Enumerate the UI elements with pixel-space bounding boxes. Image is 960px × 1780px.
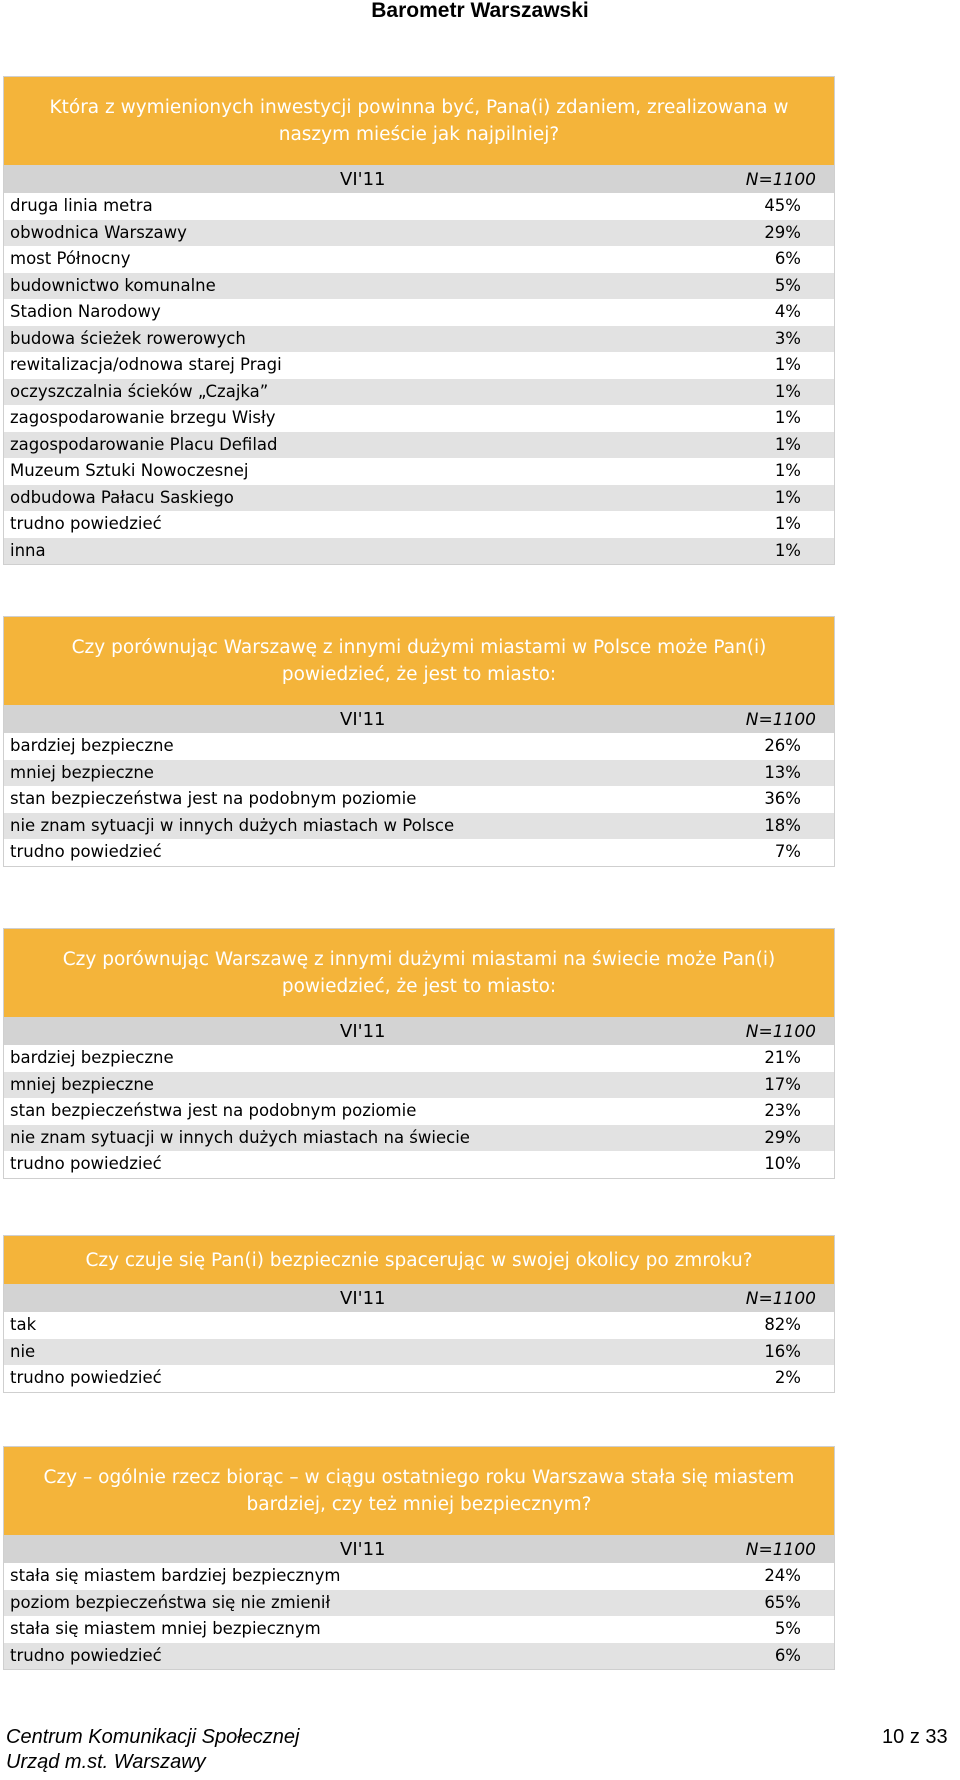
question-text: Czy porównując Warszawę z innymi dużymi miastami na świecie może Pan(i) powiedzieć, że jest to miasto: [4,929,834,1017]
answer-percent: 24% [764,1566,801,1585]
table-header [4,165,834,193]
answer-label: trudno powiedzieć [10,1645,162,1665]
page-title: Barometr Warszawski [371,0,589,22]
table-row [4,1151,834,1178]
survey-period: VI'11 [340,169,386,190]
answer-label: Stadion Narodowy [10,302,161,321]
answer-label: nie znam sytuacji w innych dużych miastach w Polsce [10,815,455,835]
footer-org-line1: Centrum Komunikacji Społecznej [6,1726,300,1748]
table-header [4,1535,834,1563]
table-row [4,405,834,432]
answer-percent: 18% [764,815,801,835]
answer-label: stała się miastem bardziej bezpiecznym [10,1566,341,1585]
answer-label: trudno powiedzieć [10,1154,162,1173]
answer-percent: 13% [764,762,801,782]
sample-size: N=1100 [745,1540,816,1560]
survey-table-safety-poland [3,616,835,867]
answer-list [4,733,834,866]
table-row [4,1339,834,1366]
table-row [4,1590,834,1617]
answer-list [4,1563,834,1669]
answer-label: poziom bezpieczeństwa się nie zmienił [10,1592,331,1612]
table-row [4,538,834,565]
answer-label: druga linia metra [10,196,153,215]
sample-size: N=1100 [745,1022,816,1042]
table-row [4,839,834,866]
table-row [4,1643,834,1670]
sample-size: N=1100 [745,710,816,730]
question-text: Czy czuje się Pan(i) bezpiecznie spacerując w swojej okolicy po zmroku? [4,1236,834,1284]
answer-percent: 29% [764,1127,801,1147]
table-row [4,760,834,787]
answer-label: budowa ścieżek rowerowych [10,328,246,348]
table-header [4,1017,834,1045]
table-row [4,1365,834,1392]
answer-label: rewitalizacja/odnowa starej Pragi [10,355,282,374]
answer-percent: 1% [774,514,801,533]
footer-org-line2: Urząd m.st. Warszawy [6,1751,206,1773]
question-text: Czy porównując Warszawę z innymi dużymi miastami w Polsce może Pan(i) powiedzieć, że jest to miasto: [4,617,834,705]
answer-percent: 17% [764,1074,801,1094]
table-row [4,1072,834,1099]
answer-percent: 36% [764,789,801,808]
footer-organization [6,1725,299,1775]
survey-period: VI'11 [340,1288,386,1309]
table-row [4,352,834,379]
answer-percent: 5% [774,1619,801,1638]
table-row [4,813,834,840]
answer-percent: 3% [774,328,801,348]
answer-percent: 1% [774,408,801,427]
answer-label: most Północny [10,249,131,268]
answer-percent: 6% [774,249,801,268]
answer-percent: 29% [764,222,801,242]
answer-label: trudno powiedzieć [10,1368,162,1387]
answer-label: bardziej bezpieczne [10,1048,174,1067]
question-text: Czy – ogólnie rzecz biorąc – w ciągu ostatniego roku Warszawa stała się miastem bardziej, czy też mniej bezpiecznym? [4,1447,834,1535]
page-total: 33 [925,1726,948,1748]
table-row [4,458,834,485]
table-row [4,246,834,273]
question-text: Która z wymienionych inwestycji powinna być, Pana(i) zdaniem, zrealizowana w naszym mieście jak najpilniej? [4,77,834,165]
answer-label: trudno powiedzieć [10,842,162,861]
table-row [4,485,834,512]
answer-label: nie znam sytuacji w innych dużych miastach na świecie [10,1127,470,1147]
answer-percent: 26% [764,736,801,755]
survey-period: VI'11 [340,1539,386,1560]
answer-percent: 2% [774,1368,801,1387]
answer-percent: 23% [764,1101,801,1120]
answer-percent: 1% [774,381,801,401]
table-row [4,220,834,247]
answer-label: oczyszczalnia ścieków „Czajka” [10,381,269,401]
answer-label: stan bezpieczeństwa jest na podobnym poziomie [10,1101,417,1120]
answer-percent: 45% [764,196,801,215]
answer-label: zagospodarowanie Placu Defilad [10,434,278,454]
table-row [4,273,834,300]
answer-label: stała się miastem mniej bezpiecznym [10,1619,321,1638]
survey-table-safety-trend [3,1446,835,1670]
table-header [4,705,834,733]
answer-list [4,1045,834,1178]
table-row [4,193,834,220]
table-row [4,1098,834,1125]
table-row [4,1045,834,1072]
answer-percent: 65% [764,1592,801,1612]
sample-size: N=1100 [745,170,816,190]
answer-label: tak [10,1315,37,1334]
survey-period: VI'11 [340,709,386,730]
answer-label: budownictwo komunalne [10,275,216,295]
sample-size: N=1100 [745,1289,816,1309]
answer-percent: 6% [774,1645,801,1665]
table-row [4,1563,834,1590]
table-row [4,299,834,326]
survey-table-safety-world [3,928,835,1179]
answer-label: nie [10,1341,36,1361]
answer-percent: 4% [774,302,801,321]
survey-period: VI'11 [340,1021,386,1042]
answer-label: trudno powiedzieć [10,514,162,533]
answer-percent: 10% [764,1154,801,1173]
table-header [4,1284,834,1312]
table-row [4,733,834,760]
answer-percent: 1% [774,487,801,507]
table-row [4,1616,834,1643]
answer-list [4,1312,834,1392]
page-current: 10 [882,1726,905,1748]
answer-percent: 7% [774,842,801,861]
answer-percent: 1% [774,434,801,454]
answer-label: obwodnica Warszawy [10,222,187,242]
answer-label: odbudowa Pałacu Saskiego [10,487,234,507]
table-row [4,326,834,353]
answer-label: mniej bezpieczne [10,762,154,782]
answer-list [4,193,834,564]
answer-percent: 82% [764,1315,801,1334]
page-separator: z [909,1726,920,1748]
answer-label: zagospodarowanie brzegu Wisły [10,408,276,427]
table-row [4,786,834,813]
page-number [882,1725,948,1750]
table-row [4,432,834,459]
answer-percent: 21% [764,1048,801,1067]
answer-label: bardziej bezpieczne [10,736,174,755]
answer-label: stan bezpieczeństwa jest na podobnym poziomie [10,789,417,808]
answer-percent: 1% [774,540,801,560]
answer-percent: 1% [774,355,801,374]
answer-percent: 16% [764,1341,801,1361]
survey-table-evening-walk [3,1235,835,1393]
table-row [4,1125,834,1152]
answer-label: Muzeum Sztuki Nowoczesnej [10,461,249,480]
table-row [4,511,834,538]
answer-label: inna [10,540,46,560]
answer-label: mniej bezpieczne [10,1074,154,1094]
table-row [4,379,834,406]
survey-table-investments [3,76,835,565]
table-row [4,1312,834,1339]
answer-percent: 1% [774,461,801,480]
answer-percent: 5% [774,275,801,295]
